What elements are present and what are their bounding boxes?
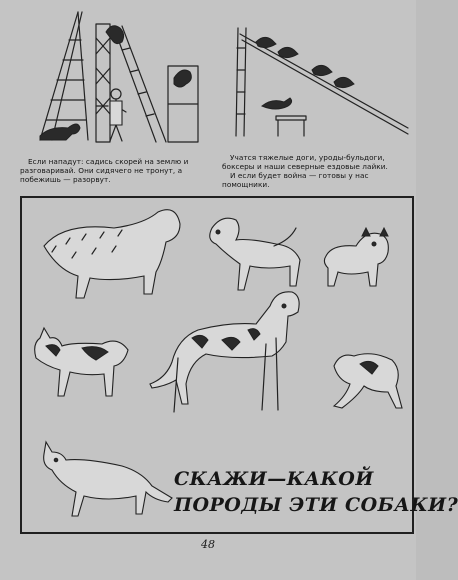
great-dane-sketch xyxy=(150,292,299,412)
quiz-heading xyxy=(174,466,458,518)
caption-left xyxy=(20,157,212,184)
bulldog-sketch xyxy=(324,228,388,286)
caption-left-text: Если нападут: садись скорей на землю и разговаривай. Они сидячего не тронут, а побежишь — разорвут. xyxy=(20,157,189,184)
caption-right xyxy=(222,153,410,189)
caption-right-line2: И если будет война — готовы у нас помощники. xyxy=(222,171,369,189)
ramp-training-illustration xyxy=(228,24,413,144)
crouching-dog-sketch xyxy=(334,354,402,408)
quiz-line-1: СКАЖИ—КАКОЙ xyxy=(174,468,374,490)
ladder-training-illustration xyxy=(18,8,218,148)
jackal-dog-sketch xyxy=(44,442,172,516)
quiz-line-2: ПОРОДЫ ЭТИ СОБАКИ? xyxy=(174,494,458,516)
page-number: 48 xyxy=(201,538,215,551)
shaggy-dog-sketch xyxy=(44,210,180,298)
caption-right-line1: Учатся тяжелые доги, уроды-бульдоги, боксеры и наши северные ездовые лайки. xyxy=(222,153,388,171)
husky-sketch xyxy=(35,328,128,396)
boxer-dog-sketch xyxy=(210,218,300,290)
